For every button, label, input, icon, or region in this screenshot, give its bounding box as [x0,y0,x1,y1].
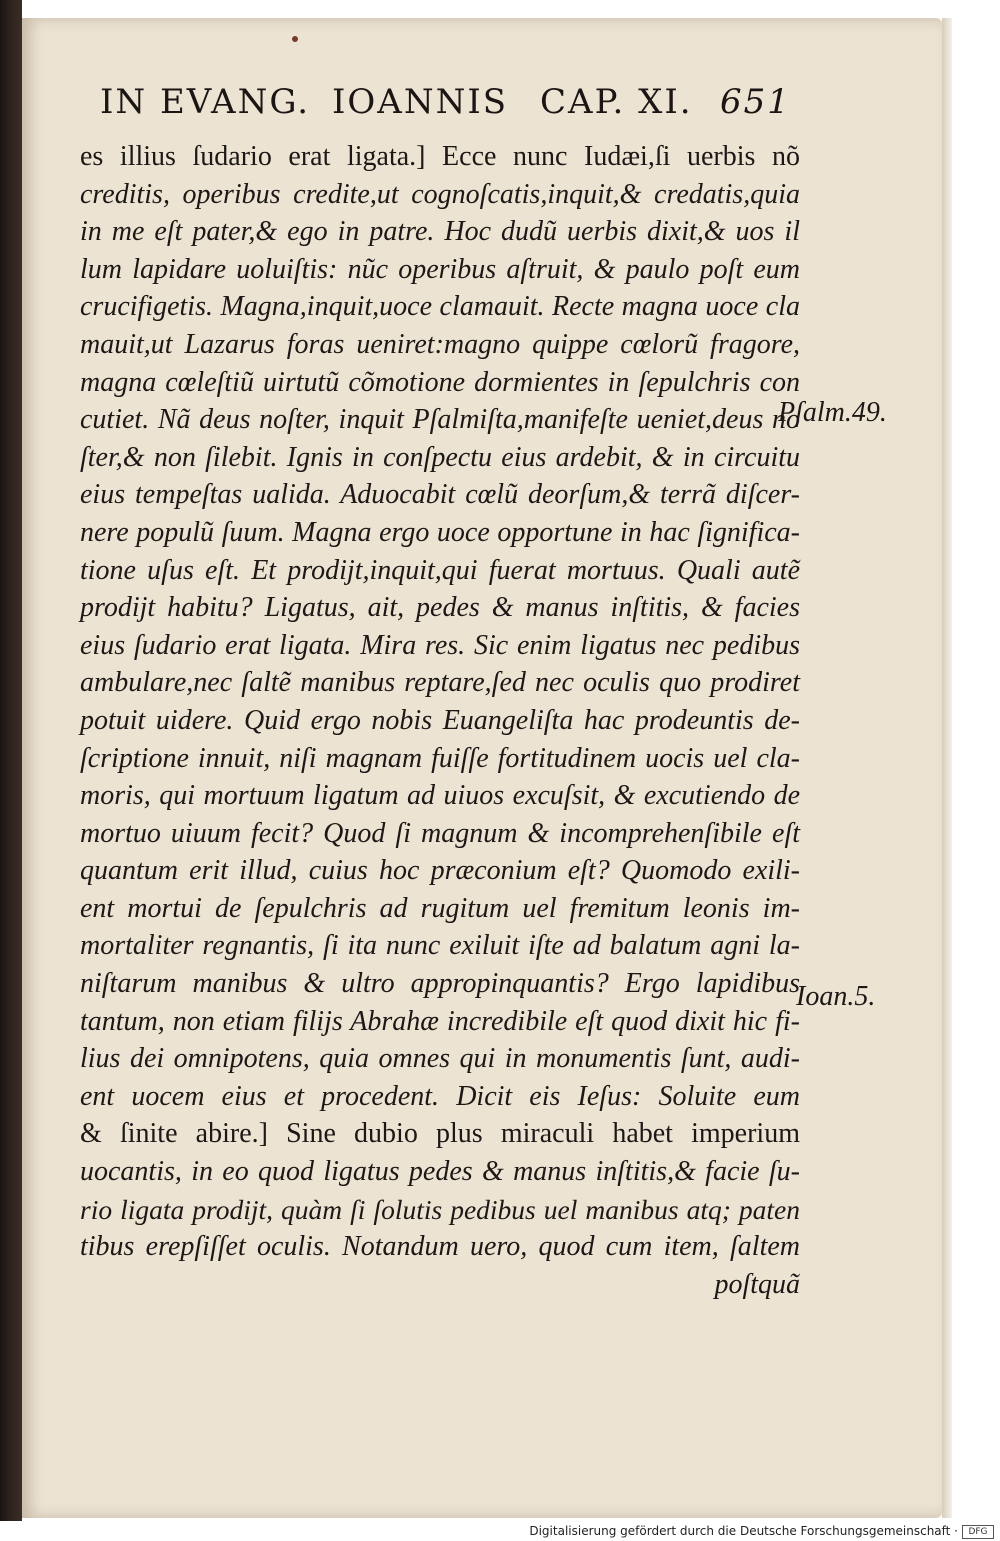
book-binding-edge [0,0,22,1541]
text-line: quantum erit illud, cuius hoc præconium eſt? Quomodo exili- [80,855,800,887]
text-line: magna cœleſtiũ uirtutũ cõmotione dormientes in ſepulchris con [80,366,800,398]
text-line: cutiet. Nã deus noſter, inquit Pſalmiſta,manifeſte ueniet,deus no [80,404,800,436]
body-text-block [80,138,800,1303]
text-line: mortaliter regnantis, ſi ita nunc exiluit iſte ad balatum agni la- [80,930,800,962]
ink-spot [292,36,298,42]
text-line: lum lapidare uoluiſtis: nũc operibus aſtruit, & paulo poſt eum [80,253,800,285]
text-line: crucifigetis. Magna,inquit,uoce clamauit. Recte magna uoce cla [80,291,800,323]
text-line: tione uſus eſt. Et prodijt,inquit,qui fuerat mortuus. Quali autẽ [80,554,800,586]
text-line: ent uocem eius et procedent. Dicit eis Ieſus: Soluite eum [80,1080,800,1112]
text-line: ambulare,nec ſaltẽ manibus reptare,ſed nec oculis quo prodiret [80,667,800,699]
text-line: ſter,& non ſilebit. Ignis in conſpectu eius ardebit, & in circuitu [80,441,800,473]
text-line: niſtarum manibus & ultro appropinquantis? Ergo lapidibus [80,968,800,1000]
margin-note-john: Ioan.5. [796,981,876,1012]
text-line: tibus erepſiſſet oculis. Notandum uero, quod cum item, ſaltem [80,1231,800,1263]
text-line: es illius ſudario erat ligata.] Ecce nunc Iudæi,ſi uerbis nõ [80,141,800,172]
running-title-left: IN EVANG. [100,82,311,122]
running-header [100,82,800,128]
text-line: lius dei omnipotens, quia omnes qui in monumentis ſunt, audi- [80,1043,800,1075]
text-line: potuit uidere. Quid ergo nobis Euangeliſta hac prodeuntis de- [80,704,800,736]
text-line: ent mortui de ſepulchris ad rugitum uel fremitum leonis im- [80,892,800,924]
dfg-logo: DFG [962,1525,994,1539]
text-line: nere populũ ſuum. Magna ergo uoce opportune in hac ſignifica- [80,516,800,548]
text-line: mauit,ut Lazarus foras ueniret:magno quippe cœlorũ fragore, [80,328,800,360]
text-line: tantum, non etiam filijs Abrahæ incredibile eſt quod dixit hic fi- [80,1005,800,1037]
text-line: ſcriptione innuit, niſi magnam fuiſſe fortitudinem uocis uel cla- [80,742,800,774]
text-line: in me eſt pater,& ego in patre. Hoc dudũ uerbis dixit,& uos il [80,216,800,248]
text-line: eius ſudario erat ligata. Mira res. Sic enim ligatus nec pedibus [80,629,800,661]
text-line: uocantis, in eo quod ligatus pedes & manus inſtitis,& facie ſu- [80,1156,800,1188]
text-line: moris, qui mortuum ligatum ad uiuos excuſsit, & excutiendo de [80,780,800,812]
text-line: creditis, operibus credite,ut cognoſcatis,inquit,& credatis,quia [80,178,800,210]
text-line: & ſinite abire.] Sine dubio plus miraculi habet imperium [80,1118,800,1150]
chapter-label: CAP. XI. [540,82,693,122]
catchword: poſtquã [714,1268,800,1300]
margin-note-psalm: Pſalm.49. [778,397,887,428]
funding-credit: Digitalisierung gefördert durch die Deutsche Forschungsgemeinschaft · [529,1524,958,1538]
text-line: eius tempeſtas ualida. Aduocabit cœlũ deorſum,& terrã diſcer- [80,479,800,511]
running-title-mid: IOANNIS [332,82,509,122]
digitization-footer [0,1521,1000,1541]
page-fore-edge [942,18,952,1518]
text-line: mortuo uiuum fecit? Quod ſi magnum & incomprehenſibile eſt [80,817,800,849]
text-line: prodijt habitu? Ligatus, ait, pedes & manus inſtitis, & facies [80,592,800,624]
page-number: 651 [720,82,791,122]
text-line: rio ligata prodijt, quàm ſi ſolutis pedibus uel manibus atq; paten [80,1193,800,1225]
